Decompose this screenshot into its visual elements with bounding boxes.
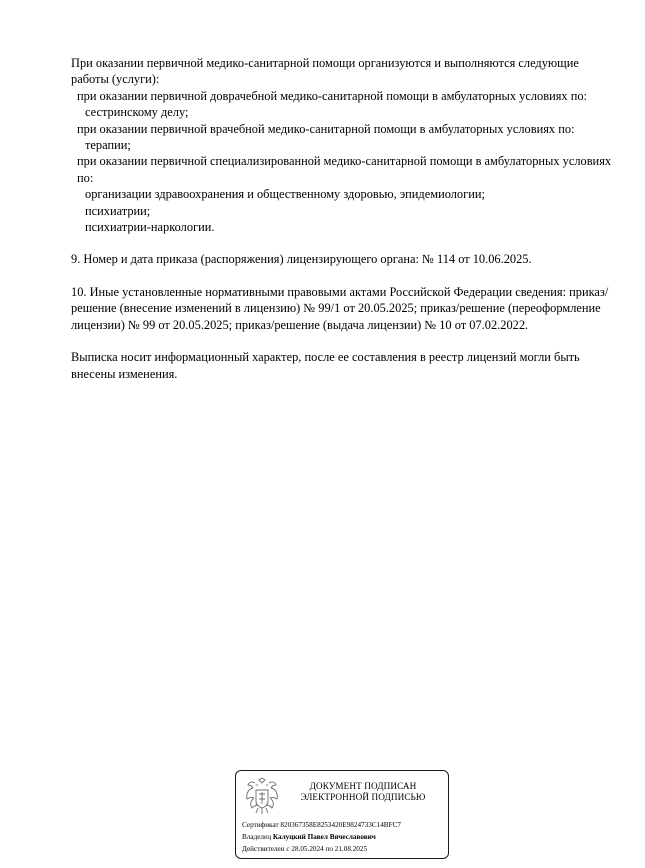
spacer	[71, 333, 616, 349]
intro-paragraph: При оказании первичной медико-санитарной помощи организуются и выполняются следующие работы (услуги):	[71, 56, 579, 87]
owner-line	[242, 831, 448, 843]
certificate-line	[242, 819, 448, 831]
coat-of-arms-emblem-icon	[244, 777, 280, 815]
certificate-value: 820367358E8253420E9824733C14BFC7	[280, 821, 401, 829]
spacer	[71, 235, 616, 251]
valid-to-label: по	[325, 845, 333, 854]
disclaimer-paragraph: Выписка носит информационный характер, после ее составления в реестр лицензий могли быть внесены изменения.	[71, 350, 580, 381]
section-specializirovannaya: при оказании первичной специализированной медико-санитарной помощи в амбулаторных условиях по:	[77, 154, 612, 185]
electronic-signature-stamp	[235, 770, 449, 859]
valid-label: Действителен с	[242, 845, 290, 854]
certificate-label: Сертификат	[242, 821, 279, 829]
item-psihiatrii: психиатрии;	[85, 203, 151, 218]
stamp-title-line2: ЭЛЕКТРОННОЙ ПОДПИСЬЮ	[300, 792, 426, 802]
section-prevrachebnaya: при оказании первичной доврачебной медико-санитарной помощи в амбулаторных условиях по:	[77, 88, 587, 103]
item-terapii: терапии;	[85, 138, 131, 153]
item-sestrinskomu: сестринскому делу;	[85, 105, 189, 120]
owner-value: Калуцкий Павел Вячеславович	[272, 833, 376, 842]
item-organizacii: организации здравоохранения и общественному здоровью, эпидемиологии;	[85, 187, 485, 202]
document-body	[71, 55, 616, 382]
stamp-title-line1: ДОКУМЕНТ ПОДПИСАН	[309, 781, 417, 791]
valid-from: 28.05.2024	[291, 845, 324, 854]
item-psihiatrii-narkologii: психиатрии-наркологии.	[85, 220, 215, 235]
owner-label: Владелец	[242, 833, 272, 842]
point-9-paragraph: 9. Номер и дата приказа (распоряжения) лицензирующего органа: № 114 от 10.06.2025.	[71, 252, 532, 267]
stamp-title	[288, 781, 438, 803]
section-vrachebnaya: при оказании первичной врачебной медико-санитарной помощи в амбулаторных условиях по:	[77, 121, 575, 136]
spacer	[71, 268, 616, 284]
validity-line	[242, 843, 448, 855]
stamp-details	[242, 819, 448, 856]
point-10-paragraph: 10. Иные установленные нормативными правовыми актами Российской Федерации сведения: приказ/решение (внесение изменений в лицензию) № 99/1 от 20.05.2025; приказ/решение (переоформление лицензии) № 99 от 20.05.2025; приказ/решение (выдача лицензии) № 10 от 07.02.2022.	[71, 284, 609, 332]
valid-to: 21.08.2025	[334, 845, 368, 854]
